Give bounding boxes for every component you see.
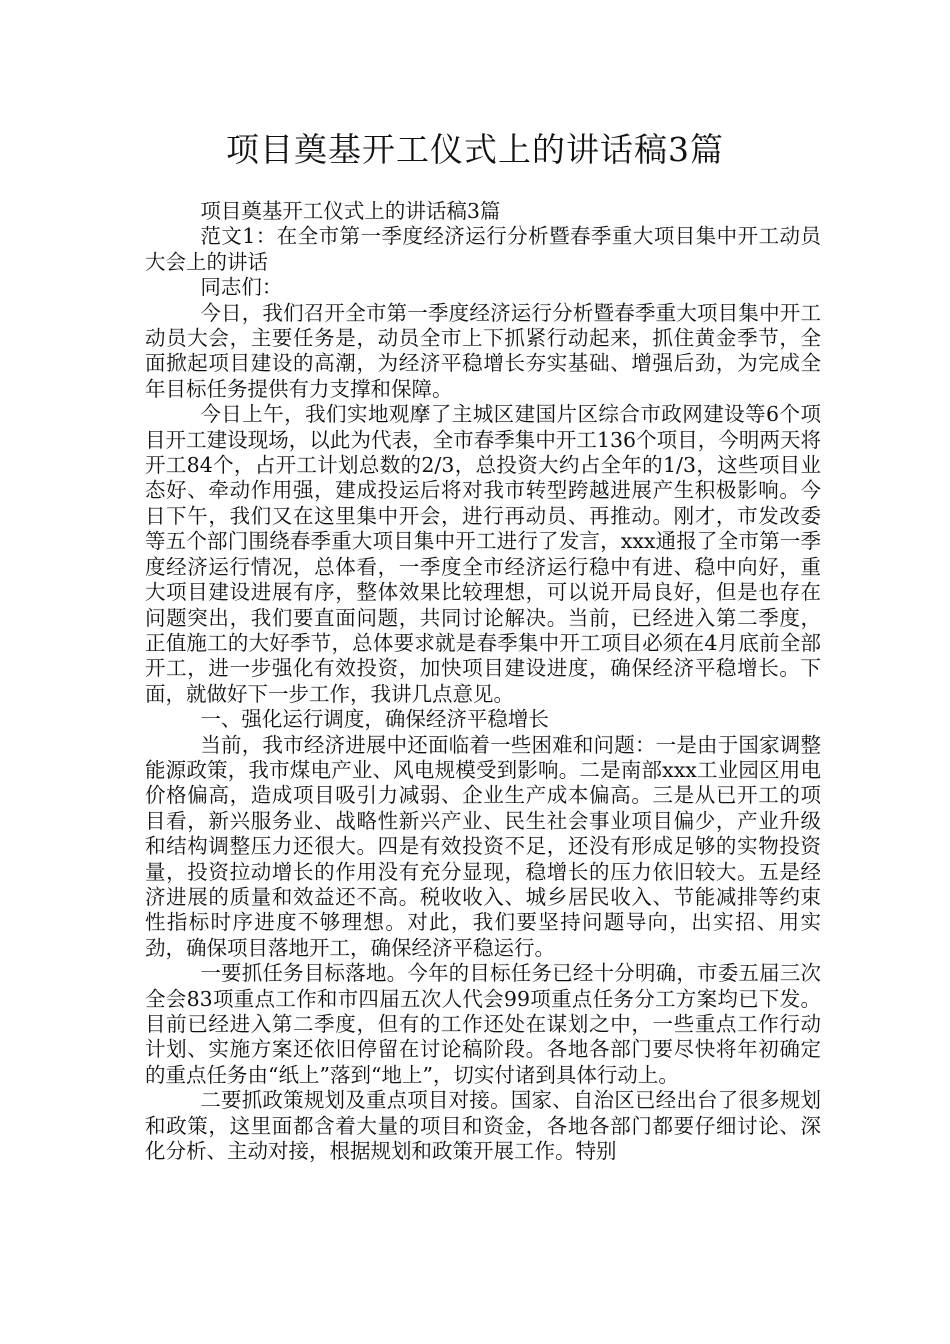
section-heading: 一、强化运行调度，确保经济平稳增长 (200, 707, 549, 732)
paragraph: 当前，我市经济进展中还面临着一些困难和问题：一是由于国家调整能源政策，我市煤电产业、风电规模受到影响。二是南部xxx工业园区用电价格偏高，造成项目吸引力减弱、企业生产成本偏高。三是从已开工的项目看，新兴服务业、战略性新兴产业、民生社会事业项目偏少，产业升级和结构调整压力还很大。四是有效投资不足，还没有形成足够的实物投资量，投资拉动增长的作用没有充分显现，稳增长的压力依旧较大。五是经济进展的质量和效益还不高。税收收入、城乡居民收入、节能减排等约束性指标时序进度不够理想。对此，我们要坚持问题导向，出实招、用实劲，确保项目落地开工，确保经济平稳运行。 (145, 732, 821, 960)
document-body (145, 199, 821, 1164)
paragraph-subtitle: 项目奠基开工仪式上的讲话稿3篇 (200, 199, 501, 223)
paragraph-salutation: 同志们： (200, 275, 283, 300)
paragraph: 一要抓任务目标落地。今年的目标任务已经十分明确，市委五届三次全会83项重点工作和市四届五次人代会99项重点任务分工方案均已下发。目前已经进入第二季度，但有的工作还处在谋划之中，一些重点工作行动计划、实施方案还依旧停留在讨论稿阶段。各地各部门要尽快将年初确定的重点任务由“纸上”落到“地上”，切实付诸到具体行动上。 (145, 961, 821, 1087)
paragraph: 今日，我们召开全市第一季度经济运行分析暨春季重大项目集中开工动员大会，主要任务是，动员全市上下抓紧行动起来，抓住黄金季节，全面掀起项目建设的高潮，为经济平稳增长夯实基础、增强后劲，为完成全年目标任务提供有力支撑和保障。 (145, 300, 821, 401)
paragraph-sample-heading: 范文1：在全市第一季度经济运行分析暨春季重大项目集中开工动员大会上的讲话 (145, 224, 821, 274)
paragraph: 二要抓政策规划及重点项目对接。国家、自治区已经出台了很多规划和政策，这里面都含着大量的项目和资金，各地各部门都要仔细讨论、深化分析、主动对接，根据规划和政策开展工作。特别 (145, 1088, 821, 1164)
document-title: 项目奠基开工仪式上的讲话稿3篇 (226, 130, 724, 169)
paragraph: 今日上午，我们实地观摩了主城区建国片区综合市政网建设等6个项目开工建设现场，以此为代表，全市春季集中开工136个项目，今明两天将开工84个，占开工计划总数的2/3，总投资大约占全年的1/3，这些项目业态好、牵动作用强，建成投运后将对我市转型跨越进展产生积极影响。今日下午，我们又在这里集中开会，进行再动员、再推动。刚才，市发改委等五个部门围绕春季重大项目集中开工进行了发言，xxx通报了全市第一季度经济运行情况，总体看，一季度全市经济运行稳中有进、稳中向好，重大项目建设进展有序，整体效果比较理想，可以说开局良好，但是也存在问题突出，我们要直面问题，共同讨论解决。当前，已经进入第二季度，正值施工的大好季节，总体要求就是春季集中开工项目必须在4月底前全部开工，进一步强化有效投资，加快项目建设进度，确保经济平稳增长。下面，就做好下一步工作，我讲几点意见。 (145, 402, 821, 706)
